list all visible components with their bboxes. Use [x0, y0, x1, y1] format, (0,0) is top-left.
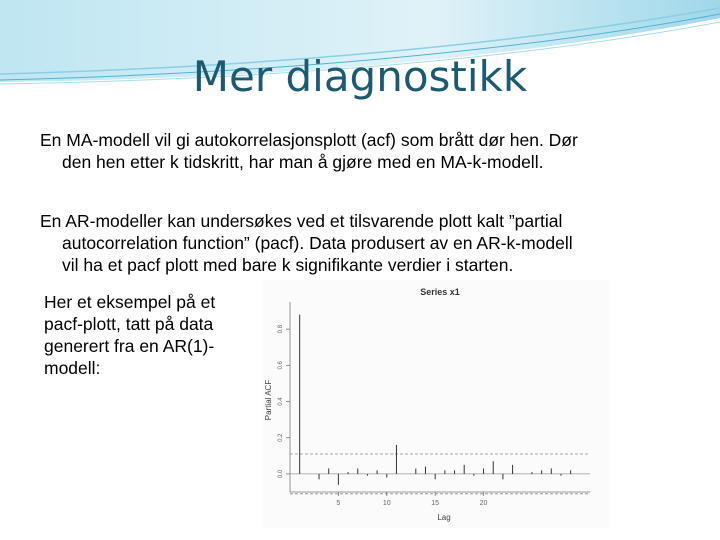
caption-line: Her et eksempel på et: [44, 292, 216, 312]
slide-title: Mer diagnostikk: [192, 52, 528, 101]
paragraph-line: autocorrelation function” (pacf). Data produsert av en AR-k-modell: [62, 233, 573, 253]
pacf-plot: [262, 280, 610, 528]
ma-model-paragraph: [40, 129, 680, 173]
x-axis-label: Lag: [437, 513, 451, 522]
y-tick-label: 0.8: [278, 324, 284, 334]
paragraph-line: vil ha et pacf plott med bare k signifikante verdier i starten.: [62, 255, 514, 275]
y-tick-label: 0.2: [278, 433, 284, 442]
caption-line: modell:: [44, 358, 101, 378]
x-tick-label: 5: [336, 500, 341, 507]
paragraph-line: den hen etter k tidskritt, har man å gjøre med en MA-k-modell.: [62, 152, 544, 172]
x-tick-label: 10: [382, 500, 391, 507]
pacf-chart: [262, 280, 610, 528]
caption-line: generert fra en AR(1)-: [44, 336, 215, 356]
paragraph-line: En AR-modeller kan undersøkes ved et tilsvarende plott kalt ”partial: [40, 211, 563, 231]
paragraph-line: En MA-modell vil gi autokorrelasjonsplott (acf) som brått dør hen. Dør: [40, 130, 578, 150]
y-tick-label: 0.6: [278, 361, 284, 370]
y-tick-label: 0.4: [278, 397, 284, 406]
chart-title: Series x1: [420, 287, 460, 297]
x-tick-label: 20: [479, 500, 488, 507]
ar-model-paragraph: [40, 210, 680, 276]
caption-line: pacf-plott, tatt på data: [44, 314, 214, 334]
y-axis-label: Partial ACF: [264, 379, 273, 421]
y-tick-label: 0.0: [278, 469, 284, 479]
example-caption: [44, 291, 244, 379]
x-tick-label: 15: [431, 500, 440, 507]
